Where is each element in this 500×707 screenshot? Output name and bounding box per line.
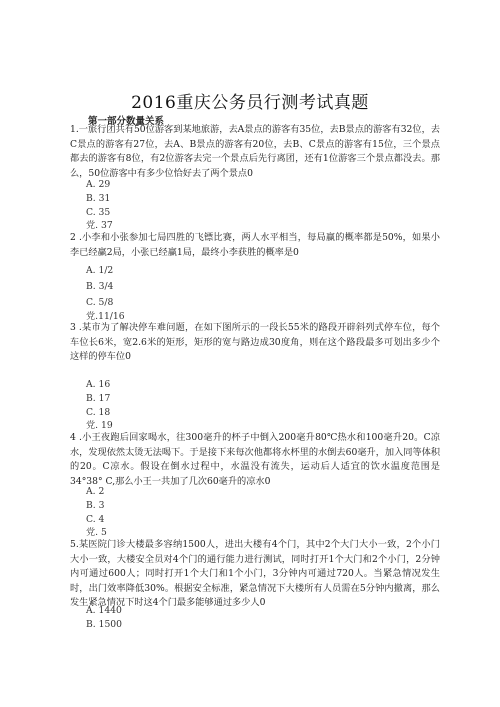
question-3-option-a: A. 16 [86, 379, 111, 390]
question-1-option-b: B. 31 [86, 193, 111, 204]
question-4-text: 4 .小王夜跑后回家喝水，往300毫升的杯子中倒入200毫升80℃热水和100毫升20。C凉水，发现依然太烫无法喝下。于是接下来每次他都将水杯里的水倒去60毫升，加入同等体积的20。C凉水。假设在倒水过程中，水温没有流失，运动后人适宜的饮水温度范围是34°38° C,那么小王一共加了几次60毫升的凉水0 [70, 432, 441, 487]
section-heading: 第一部分数量关系 [88, 116, 165, 127]
question-5-option-a: A. 1440 [86, 605, 122, 616]
question-5-text: 5.某医院门诊大楼最多容纳1500人，进出大楼有4个门，其中2个大门大小一致，2个小门大小一致，大楼安全员对4个门的通行能力进行测试，同时打开1个大门和2个小门，2分钟内可通过600人；同时打开1个大门和1个小门，3分钟内可通过720人。当紧急情况发生时，出门效率降低30%。根据安全标准，紧急情况下大楼所有人员需在5分钟内撤离，那么发生紧急情况下时这4个门最多能够通过多少人0 [70, 539, 440, 608]
question-1-text: 1.一旅行团共有50位游客到某地旅游，去A景点的游客有35位，去B景点的游客有32位，去C景点的游客有27位，去A、B景点的游客有20位，去B、C景点的游客有15位，三个景点都去的游客有8位，有2位游客去完一个景点后先行离团，还有1位游客三个景点都没去。那么，50位游客中有多少位恰好去了两个景点0 [70, 124, 440, 179]
question-3-option-b: B. 17 [86, 393, 111, 404]
question-5-option-b: B. 1500 [86, 619, 122, 630]
page-title: 2016重庆公务员行测考试真题 [131, 93, 369, 113]
question-4-option-a: A. 2 [86, 486, 105, 497]
question-2-answer: 党.11/16 [86, 311, 125, 322]
question-4-option-b: B. 3 [86, 500, 105, 511]
question-2-option-a: A. 1/2 [86, 265, 114, 276]
question-4-option-c: C. 4 [86, 514, 105, 525]
question-4-answer: 党. 5 [86, 527, 107, 538]
question-2-option-c: C. 5/8 [86, 297, 114, 308]
question-1-answer: 党. 37 [86, 220, 113, 231]
question-2-option-b: B. 3/4 [86, 281, 114, 292]
question-3-text: 3 .某市为了解决停车难问题，在如下图所示的一段长55米的路段开辟斜列式停车位，每个车位长6米，宽2.6米的矩形，矩形的宽与路边成30度角，则在这个路段最多可划出多少个这样的停车位0 [70, 322, 440, 362]
question-2-text: 2 .小李和小张参加七局四胜的飞镖比赛，两人水平相当，每局赢的概率都是50%，如果小李已经赢2局，小张已经赢1局，最终小李获胜的概率是0 [70, 232, 440, 258]
question-1-option-a: A. 29 [86, 179, 111, 190]
question-3-option-c: C. 18 [86, 407, 111, 418]
question-3-answer: 党. 19 [86, 420, 113, 431]
question-1-option-c: C. 35 [86, 207, 111, 218]
